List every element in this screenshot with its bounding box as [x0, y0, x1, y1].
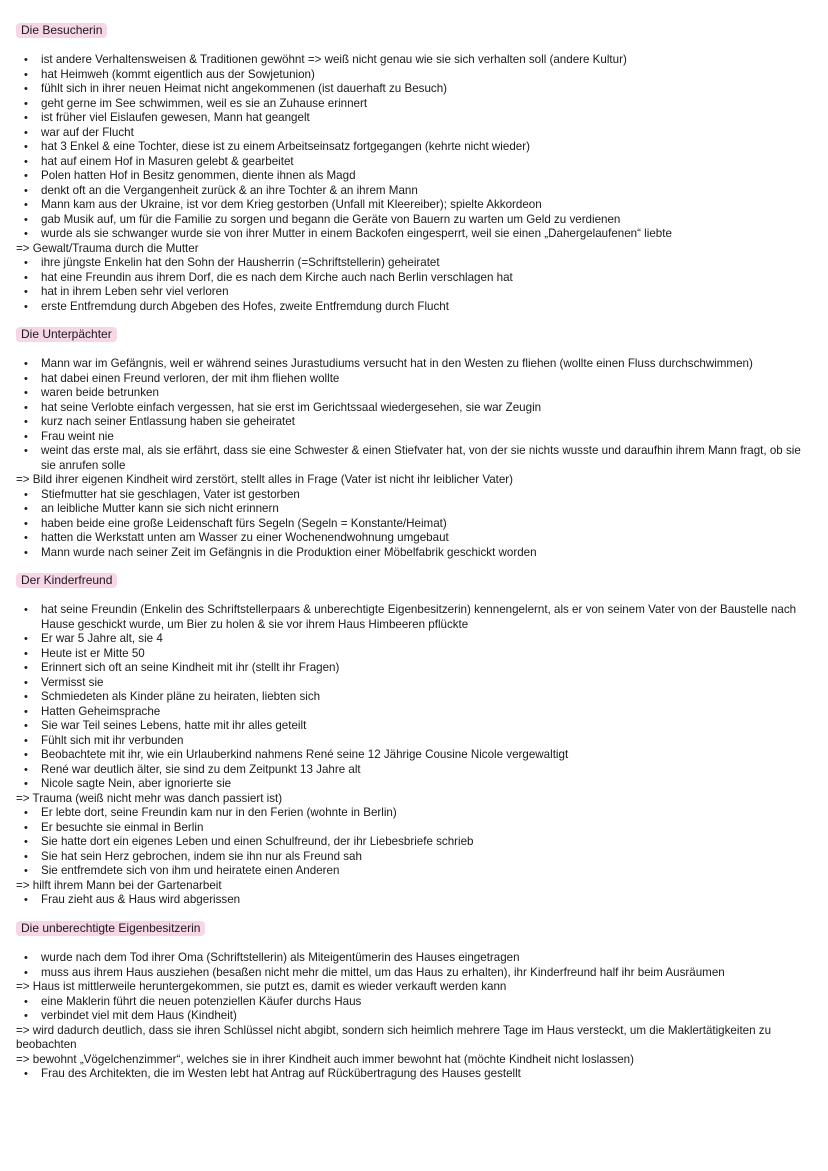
- list-item: • Frau weint nie: [16, 430, 816, 445]
- list-item: • hat auf einem Hof in Masuren gelebt & gearbeitet: [16, 155, 816, 170]
- list-item: • war auf der Flucht: [16, 126, 816, 141]
- list-item: • hat seine Freundin (Enkelin des Schriftstellerpaars & unberechtigte Eigenbesitzerin) kennengelernt, als er von seinem Vater von der Baustelle nach Hause geschickt wurde, um Bier zu holen & sie vor ihrem Haus Himbeeren pflückte: [16, 603, 816, 632]
- list-item: • Mann wurde nach seiner Zeit im Gefängnis in die Produktion einer Möbelfabrik geschickt worden: [16, 546, 816, 561]
- list-item: • an leibliche Mutter kann sie sich nicht erinnern: [16, 502, 816, 517]
- list-item: • eine Maklerin führt die neuen potenziellen Käufer durchs Haus: [16, 995, 816, 1010]
- item-list: [16, 53, 816, 314]
- list-item: • Sie war Teil seines Lebens, hatte mit ihr alles geteilt: [16, 719, 816, 734]
- list-item: • Sie hatte dort ein eigenes Leben und einen Schulfreund, der ihr Liebesbriefe schrieb: [16, 835, 816, 850]
- list-item: • Beobachtete mit ihr, wie ein Urlauberkind nahmens René seine 12 Jährige Cousine Nicole vergewaltigt: [16, 748, 816, 763]
- list-item: • Erinnert sich oft an seine Kindheit mit ihr (stellt ihr Fragen): [16, 661, 816, 676]
- section-heading: Der Kinderfreund: [16, 573, 117, 588]
- list-item: • wurde nach dem Tod ihrer Oma (Schriftstellerin) als Miteigentümerin des Hauses eingetragen: [16, 951, 816, 966]
- list-item: • René war deutlich älter, sie sind zu dem Zeitpunkt 13 Jahre alt: [16, 763, 816, 778]
- section-der-kinderfreund: [16, 573, 816, 908]
- list-item: • hat seine Verlobte einfach vergessen, hat sie erst im Gerichtssaal wiedergesehen, sie war Zeugin: [16, 401, 816, 416]
- list-item: • Frau zieht aus & Haus wird abgerissen: [16, 893, 816, 908]
- list-item: • Polen hatten Hof in Besitz genommen, diente ihnen als Magd: [16, 169, 816, 184]
- list-item: • Nicole sagte Nein, aber ignorierte sie: [16, 777, 816, 792]
- list-item: • Hatten Geheimsprache: [16, 705, 816, 720]
- item-list: [16, 357, 816, 560]
- list-item: • gab Musik auf, um für die Familie zu sorgen und begann die Geräte von Bauern zu warten um Geld zu verdienen: [16, 213, 816, 228]
- list-item: • hatten die Werkstatt unten am Wasser zu einer Wochenendwohnung umgebaut: [16, 531, 816, 546]
- list-item: • erste Entfremdung durch Abgeben des Hofes, zweite Entfremdung durch Flucht: [16, 300, 816, 315]
- list-item: • Frau des Architekten, die im Westen lebt hat Antrag auf Rückübertragung des Hauses gestellt: [16, 1067, 816, 1082]
- list-item: • Schmiedeten als Kinder pläne zu heiraten, liebten sich: [16, 690, 816, 705]
- list-item: • hat Heimweh (kommt eigentlich aus der Sowjetunion): [16, 68, 816, 83]
- list-item: • muss aus ihrem Haus ausziehen (besaßen nicht mehr die mittel, um das Haus zu erhalten), ihr Kinderfreund half ihr beim Ausräumen: [16, 966, 816, 981]
- section-die-unterpaechter: [16, 327, 816, 560]
- list-item: • Stiefmutter hat sie geschlagen, Vater ist gestorben: [16, 488, 816, 503]
- list-item: • Vermisst sie: [16, 676, 816, 691]
- list-item: • ihre jüngste Enkelin hat den Sohn der Hausherrin (=Schriftstellerin) geheiratet: [16, 256, 816, 271]
- list-item: • Mann kam aus der Ukraine, ist vor dem Krieg gestorben (Unfall mit Kleereiber); spielte Akkordeon: [16, 198, 816, 213]
- list-item: • Fühlt sich mit ihr verbunden: [16, 734, 816, 749]
- list-item: • hat 3 Enkel & eine Tochter, diese ist zu einem Arbeitseinsatz fortgegangen (kehrte nicht wieder): [16, 140, 816, 155]
- item-list: [16, 603, 816, 908]
- list-item: • hat in ihrem Leben sehr viel verloren: [16, 285, 816, 300]
- section-heading: Die Besucherin: [16, 23, 107, 38]
- list-item: • weint das erste mal, als sie erfährt, dass sie eine Schwester & einen Stiefvater hat, von der sie nichts wusste und daraufhin ihrem Mann fragt, ob sie sie anrufen solle: [16, 444, 816, 473]
- conclusion-line: => wird dadurch deutlich, dass sie ihren Schlüssel nicht abgibt, sondern sich heimlich mehrere Tage im Haus versteckt, um die Maklertätigkeiten zu beobachten: [16, 1023, 772, 1051]
- section-heading: Die unberechtigte Eigenbesitzerin: [16, 921, 205, 936]
- list-item: • wurde als sie schwanger wurde sie von ihrer Mutter in einem Backofen eingesperrt, weil sie einen „Dahergelaufenen“ liebte: [16, 227, 816, 242]
- conclusion-line: => Haus ist mittlerweile heruntergekommen, sie putzt es, damit es wieder verkauft werden kann: [16, 980, 507, 993]
- conclusion-line: => bewohnt „Vögelchenzimmer“, welches sie in ihrer Kindheit auch immer bewohnt hat (möchte Kindheit nicht loslassen): [16, 1052, 634, 1066]
- list-item: • hat dabei einen Freund verloren, der mit ihm fliehen wollte: [16, 372, 816, 387]
- list-item: • Er besuchte sie einmal in Berlin: [16, 821, 816, 836]
- list-item: • verbindet viel mit dem Haus (Kindheit): [16, 1009, 816, 1024]
- list-item: • Er lebte dort, seine Freundin kam nur in den Ferien (wohnte in Berlin): [16, 806, 816, 821]
- section-die-besucherin: [16, 23, 816, 314]
- list-item: • ist früher viel Eislaufen gewesen, Mann hat geangelt: [16, 111, 816, 126]
- list-item: • Heute ist er Mitte 50: [16, 647, 816, 662]
- list-item: • kurz nach seiner Entlassung haben sie geheiratet: [16, 415, 816, 430]
- list-item: • hat eine Freundin aus ihrem Dorf, die es nach dem Kirche auch nach Berlin verschlagen hat: [16, 271, 816, 286]
- conclusion-line: => hilft ihrem Mann bei der Gartenarbeit: [16, 878, 222, 892]
- list-item: • Mann war im Gefängnis, weil er während seines Jurastudiums versucht hat in den Westen zu fliehen (wollte einen Fluss durchschwimmen): [16, 357, 816, 372]
- conclusion-line: => Gewalt/Trauma durch die Mutter: [16, 241, 199, 255]
- list-item: • Er war 5 Jahre alt, sie 4: [16, 632, 816, 647]
- section-heading: Die Unterpächter: [16, 327, 117, 342]
- list-item: • Sie entfremdete sich von ihm und heiratete einen Anderen: [16, 864, 816, 879]
- section-die-unberechtigte-eigenbesitzerin: [16, 921, 816, 1082]
- list-item: • denkt oft an die Vergangenheit zurück & an ihre Tochter & an ihrem Mann: [16, 184, 816, 199]
- list-item: • haben beide eine große Leidenschaft fürs Segeln (Segeln = Konstante/Heimat): [16, 517, 816, 532]
- list-item: • fühlt sich in ihrer neuen Heimat nicht angekommenen (ist dauerhaft zu Besuch): [16, 82, 816, 97]
- list-item: • geht gerne im See schwimmen, weil es sie an Zuhause erinnert: [16, 97, 816, 112]
- conclusion-line: => Bild ihrer eigenen Kindheit wird zerstört, stellt alles in Frage (Vater ist nicht ihr leiblicher Vater): [16, 473, 514, 486]
- list-item: • waren beide betrunken: [16, 386, 816, 401]
- conclusion-line: => Trauma (weiß nicht mehr was danch passiert ist): [16, 791, 283, 805]
- list-item: • Sie hat sein Herz gebrochen, indem sie ihn nur als Freund sah: [16, 850, 816, 865]
- list-item: • ist andere Verhaltensweisen & Traditionen gewöhnt => weiß nicht genau wie sie sich verhalten soll (andere Kultur): [16, 53, 816, 68]
- item-list: [16, 951, 816, 1082]
